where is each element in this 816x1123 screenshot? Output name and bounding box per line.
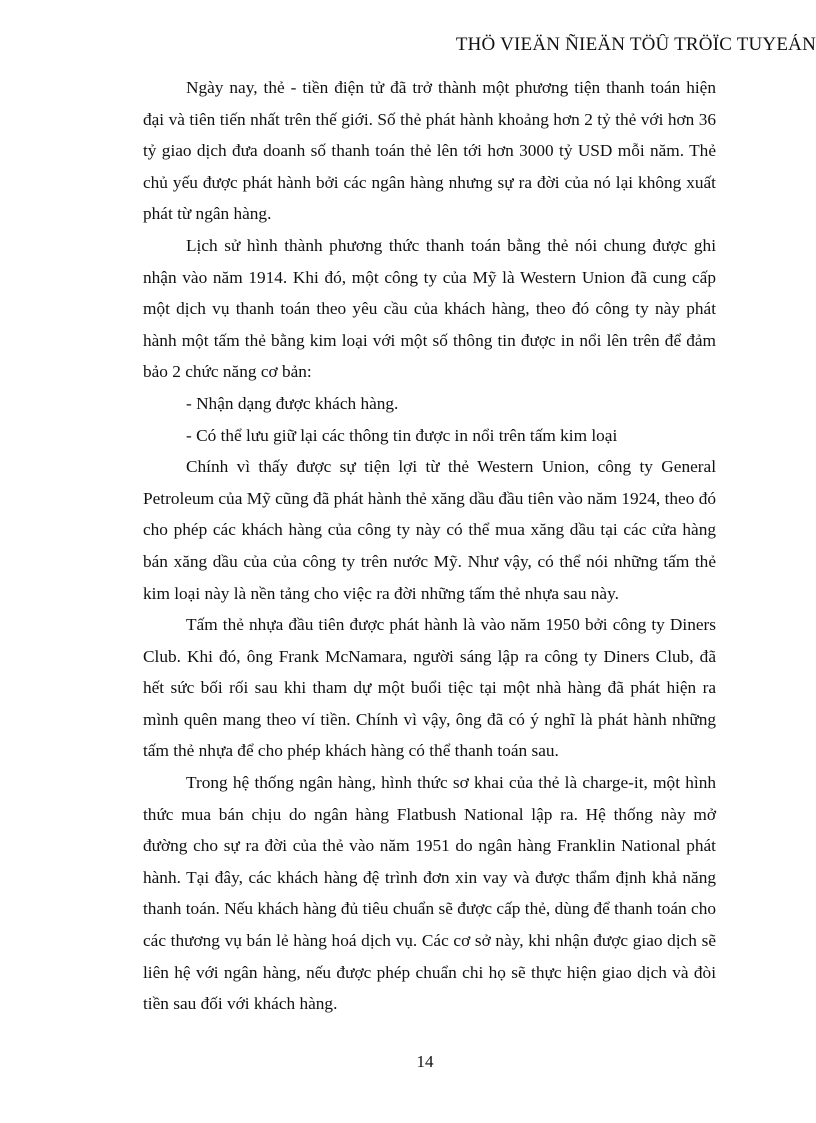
list-item-store-info: - Có thể lưu giữ lại các thông tin được in nổi trên tấm kim loại xyxy=(186,425,618,445)
paragraph-history: Lịch sử hình thành phương thức thanh toán bằng thẻ nói chung được ghi nhận vào năm 1914. Khi đó, một công ty của Mỹ là Western Union đã cung cấp một dịch vụ thanh toán theo yêu cầu của khách hàng, theo đó công ty này phát hành một tấm thẻ bằng kim loại với một số thông tin được in nổi lên trên để đảm bảo 2 chức năng cơ bản: xyxy=(143,235,716,382)
paragraph-diners-club: Tấm thẻ nhựa đầu tiên được phát hành là vào năm 1950 bởi công ty Diners Club. Khi đó, ông Frank McNamara, người sáng lập ra công ty Diners Club, đã hết sức bối rối sau khi tham dự một buổi tiệc tại một nhà hàng đã phát hiện ra mình quên mang theo ví tiền. Chính vì vậy, ông đã có ý nghĩ là phát hành những tấm thẻ nhựa để cho phép khách hàng có thể thanh toán sau. xyxy=(143,615,716,761)
list-item-identify-customer: - Nhận dạng được khách hàng. xyxy=(186,393,399,413)
page-number: 14 xyxy=(416,1052,434,1071)
page-header-title: THÖ VIEÄN ÑIEÄN TÖÛ TRÖÏC TUYEÁN xyxy=(455,34,816,55)
document-body xyxy=(143,72,716,1020)
paragraph-general-petroleum: Chính vì thấy được sự tiện lợi từ thẻ Western Union, công ty General Petroleum của Mỹ cũng đã phát hành thẻ xăng dầu đầu tiên vào năm 1924, theo đó cho phép các khách hàng của công ty này có thể mua xăng dầu tại các cửa hàng bán xăng dầu của của công ty trên nước Mỹ. Như vậy, có thể nói những tấm thẻ kim loại này là nền tảng cho việc ra đời những tấm thẻ nhựa sau này. xyxy=(143,457,716,603)
paragraph-banking-system: Trong hệ thống ngân hàng, hình thức sơ khai của thẻ là charge-it, một hình thức mua bán chịu do ngân hàng Flatbush National lập ra. Hệ thống này mở đường cho sự ra đời của thẻ vào năm 1951 do ngân hàng Franklin National phát hành. Tại đây, các khách hàng đệ trình đơn xin vay và được thẩm định khả năng thanh toán. Nếu khách hàng đủ tiêu chuẩn sẽ được cấp thẻ, dùng để thanh toán cho các thương vụ bán lẻ hàng hoá dịch vụ. Các cơ sở này, khi nhận được giao dịch sẽ liên hệ với ngân hàng, nếu được phép chuẩn chi họ sẽ thực hiện giao dịch và đòi tiền sau đối với khách hàng. xyxy=(143,773,716,1014)
paragraph-intro: Ngày nay, thẻ - tiền điện tử đã trở thành một phương tiện thanh toán hiện đại và tiên tiến nhất trên thế giới. Số thẻ phát hành khoảng hơn 2 tỷ thẻ với hơn 36 tỷ giao dịch đưa doanh số thanh toán thẻ lên tới hơn 3000 tỷ USD mỗi năm. Thẻ chủ yếu được phát hành bởi các ngân hàng nhưng sự ra đời của nó lại không xuất phát từ ngân hàng. xyxy=(143,78,716,224)
